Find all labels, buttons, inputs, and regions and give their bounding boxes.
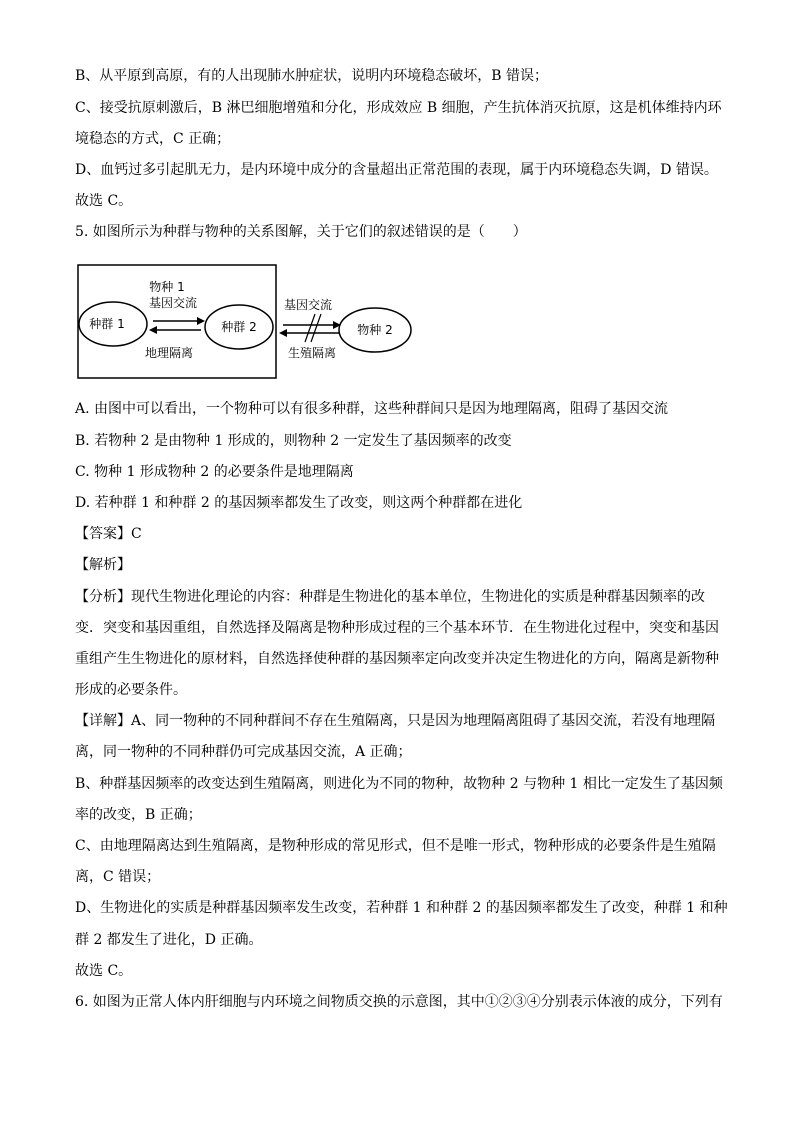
question5-option-c: C. 物种 1 形成物种 2 的必要条件是地理隔离	[75, 464, 354, 480]
analysis-line-2: 变．突变和基因重组，自然选择及隔离是物种形成过程的三个基本环节．在生物进化过程中，突变和基因	[75, 620, 719, 636]
question5-answer: 【答案】C	[75, 526, 142, 542]
population2-label: 种群 2	[221, 320, 257, 334]
question5-option-a: A. 由图中可以看出，一个物种可以有很多种群，这些种群间只是因为地理隔离，阻碍了基因交流	[75, 401, 669, 417]
analysis-line-3: 重组产生生物进化的原材料，自然选择使种群的基因频率定向改变并决定生物进化的方向，隔离是新物种	[75, 651, 719, 667]
detail-line-6: 离，C 错误；	[75, 869, 161, 885]
detail-line-3: B、种群基因频率的改变达到生殖隔离，则进化为不同的物种，故物种 2 与物种 1 相比一定发生了基因频	[75, 776, 723, 792]
arrowhead-left-1	[149, 326, 157, 334]
detail-line-4: 率的改变，B 正确；	[75, 807, 202, 823]
question5-option-b: B. 若物种 2 是由物种 1 形成的，则物种 2 一定发生了基因频率的改变	[75, 433, 512, 449]
species1-label: 物种 1	[149, 280, 185, 294]
analysis-line-4: 形成的必要条件。	[75, 682, 187, 698]
arrowhead-right-1	[197, 317, 205, 325]
gene-flow-label: 基因交流	[148, 296, 198, 310]
analysis-line-1: 【分析】现代生物进化理论的内容：种群是生物进化的基本单位，生物进化的实质是种群基因频率的改	[75, 589, 705, 605]
prev-option-c-line1: C、接受抗原刺激后，B 淋巴细胞增殖和分化，形成效应 B 细胞，产生抗体消灭抗原，这是机体维持内环	[75, 100, 722, 116]
gene-flow-right-label: 基因交流	[283, 298, 333, 312]
detail-line-2: 离，同一物种的不同种群仍可完成基因交流，A 正确；	[75, 744, 412, 760]
detail-line-7: D、生物进化的实质是种群基因频率发生改变，若种群 1 和种群 2 的基因频率都发生了改变，种群 1 和种	[75, 900, 728, 916]
block-slash-1	[305, 314, 315, 342]
block-slash-2	[311, 314, 321, 342]
geo-isolation-label: 地理隔离	[144, 346, 194, 360]
prev-option-c-line2: 境稳态的方式，C 正确；	[75, 131, 231, 147]
prev-option-d: D、血钙过多引起肌无力，是内环境中成分的含量超出正常范围的表现，属于内环境稳态失调，D 错误。	[75, 162, 718, 178]
prev-conclusion: 故选 C。	[75, 193, 133, 209]
prev-option-b: B、从平原到高原，有的人出现肺水肿症状，说明内环境稳态破坏，B 错误；	[75, 68, 549, 84]
question5-analysis-title: 【解析】	[75, 557, 131, 573]
repro-isolation-label: 生殖隔离	[287, 346, 337, 360]
species2-label: 物种 2	[357, 323, 393, 337]
arrowhead-left-2	[279, 329, 287, 337]
population1-label: 种群 1	[89, 317, 125, 331]
question5-conclusion: 故选 C。	[75, 963, 133, 979]
population-species-diagram	[77, 264, 417, 380]
detail-line-1: 【详解】A、同一物种的不同种群间不存在生殖隔离，只是因为地理隔离阻碍了基因交流，若没有地理隔	[75, 713, 716, 729]
detail-line-5: C、由地理隔离达到生殖隔离，是物种形成的常见形式，但不是唯一形式，物种形成的必要条件是生殖隔	[75, 838, 716, 854]
question5-option-d: D. 若种群 1 和种群 2 的基因频率都发生了改变，则这两个种群都在进化	[75, 495, 523, 511]
question5-stem: 5. 如图所示为种群与物种的关系图解，关于它们的叙述错误的是（ ）	[75, 224, 527, 240]
detail-line-8: 群 2 都发生了进化，D 正确。	[75, 932, 263, 948]
question6-stem: 6. 如图为正常人体内肝细胞与内环境之间物质交换的示意图，其中①②③④分别表示体液的成分，下列有	[75, 994, 723, 1010]
